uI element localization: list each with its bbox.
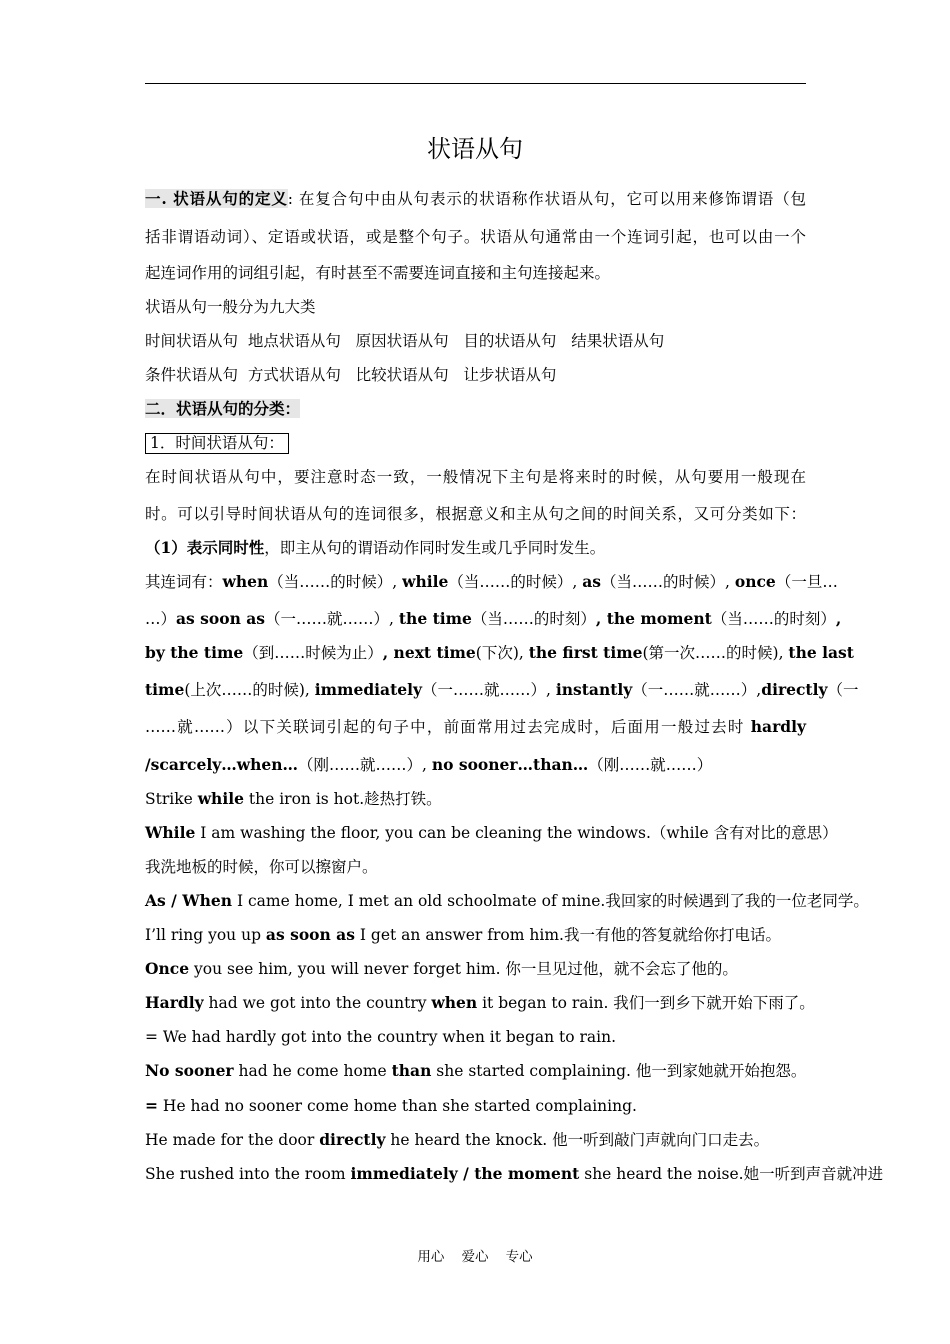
text-segment: the iron is hot.趁热打铁。 <box>243 790 442 808</box>
text-segment: ，即主从句的谓语动作同时发生或几乎同时发生。 <box>264 539 606 557</box>
bold-text: by the time <box>145 643 244 662</box>
text-line <box>145 642 854 664</box>
header-rule <box>145 83 806 84</box>
bold-text: as <box>582 572 602 591</box>
text-line <box>145 958 738 980</box>
text-line <box>145 856 378 878</box>
bold-text: Hardly <box>145 993 204 1012</box>
text-line <box>145 992 815 1014</box>
text-segment: （一……就……）, <box>422 681 556 699</box>
text-segment: ……就……）以下关联词引起的句子中，前面常用过去完成时，后面用一般过去时 <box>145 718 751 736</box>
bold-text: the last <box>788 643 854 662</box>
bold-text: , the moment <box>595 609 712 628</box>
bold-text: than <box>391 1061 432 1080</box>
bold-text: as soon as <box>265 925 355 944</box>
bold-text: directly <box>761 680 828 699</box>
bold-text: Once <box>145 959 190 978</box>
text-segment: 我洗地板的时候，你可以擦窗户。 <box>145 858 378 876</box>
text-segment: He made for the door <box>145 1131 320 1149</box>
text-segment: he heard the knock. 他一听到敲门声就向门口走去。 <box>385 1131 770 1149</box>
text-segment: （刚……就……）, <box>297 756 432 774</box>
text-segment: you see him, you will never forget him. 你一旦见过他，就不会忘了他的。 <box>189 960 738 978</box>
text-line <box>145 226 806 248</box>
text-line <box>145 754 712 776</box>
text-segment: 时。可以引导时间状语从句的连词很多，根据意义和主从句之间的时间关系，又可分类如下： <box>145 505 806 523</box>
bold-text: the first time <box>528 643 643 662</box>
text-segment: （刚……就……） <box>588 756 713 774</box>
text-segment: （当……的时候）, <box>601 573 735 591</box>
text-segment: had we got into the country <box>203 994 432 1012</box>
text-segment: 时间状语从句 地点状语从句 原因状语从句 目的状语从句 结果状语从句 <box>145 332 665 350</box>
bold-text: , <box>835 609 842 628</box>
text-segment: （一 <box>827 681 859 699</box>
bold-text: While <box>145 823 196 842</box>
text-segment: : 在复合句中由从句表示的状语称作状语从句，它可以用来修饰谓语（包 <box>287 190 806 208</box>
bold-text: 二．状语从句的分类： <box>145 399 301 418</box>
text-line <box>145 503 806 525</box>
text-segment: I’ll ring you up <box>145 926 266 944</box>
bold-text: once <box>734 572 776 591</box>
text-line <box>145 608 842 630</box>
text-line <box>145 924 781 946</box>
text-line <box>145 571 838 593</box>
text-segment: (下次), <box>475 644 529 662</box>
text-segment: …） <box>145 610 177 628</box>
text-segment: it began to rain. 我们一到乡下就开始下雨了。 <box>477 994 815 1012</box>
text-line <box>145 262 610 284</box>
bold-text: hardly <box>750 717 806 736</box>
text-segment: （一旦… <box>775 573 838 591</box>
text-line <box>145 822 838 844</box>
bold-text: , next time <box>382 643 476 662</box>
bold-text: when <box>431 993 478 1012</box>
text-line <box>145 466 806 488</box>
text-segment: I came home, I met an old schoolmate of mine.我回家的时候遇到了我的一位老同学。 <box>232 892 869 910</box>
text-line <box>145 364 556 386</box>
bold-text: immediately / the moment <box>350 1164 580 1183</box>
text-segment: she started complaining. 他一到家她就开始抱怨。 <box>431 1062 807 1080</box>
bold-text: = <box>145 1096 158 1115</box>
text-segment: （当……的时候）, <box>448 573 583 591</box>
page-title: 状语从句 <box>427 135 523 163</box>
text-line <box>145 788 442 810</box>
text-line <box>145 1129 769 1151</box>
text-line <box>145 1026 616 1048</box>
text-segment: Strike <box>145 790 198 808</box>
text-line <box>145 716 806 738</box>
text-line <box>145 679 859 701</box>
bold-text: while <box>402 572 449 591</box>
bold-text: as soon as <box>176 609 266 628</box>
text-segment: 其连词有： <box>145 573 223 591</box>
text-segment: 在时间状语从句中，要注意时态一致，一般情况下主句是将来时的时候，从句要用一般现在 <box>145 468 806 486</box>
text-segment: = We had hardly got into the country when it began to rain. <box>145 1028 617 1046</box>
bold-text: immediately <box>314 680 423 699</box>
bold-text: instantly <box>555 680 633 699</box>
text-line <box>145 1095 637 1117</box>
text-line <box>145 537 605 559</box>
text-segment: had he come home <box>233 1062 392 1080</box>
page-footer: 用心 爱心 专心 <box>417 1249 533 1265</box>
text-segment: （到……时候为止） <box>243 644 383 662</box>
text-segment: （当……的时刻） <box>711 610 836 628</box>
text-segment: 状语从句一般分为九大类 <box>145 298 316 316</box>
bold-text: /scarcely…when… <box>145 755 298 774</box>
text-segment: （当……的时候）, <box>268 573 403 591</box>
text-segment: 条件状语从句 方式状语从句 比较状语从句 让步状语从句 <box>145 366 557 384</box>
text-segment: 括非谓语动词）、定语或状语，或是整个句子。状语从句通常由一个连词引起，也可以由一个 <box>145 228 806 246</box>
bold-text: No sooner <box>145 1061 234 1080</box>
bold-text: As / When <box>145 891 233 910</box>
section-heading-box: 1．时间状语从句： <box>145 433 289 454</box>
bold-text: （1）表示同时性 <box>145 538 265 557</box>
text-line <box>145 890 869 912</box>
text-line <box>145 330 664 352</box>
text-segment: He had no sooner come home than she started complaining. <box>158 1097 637 1115</box>
text-segment: （当……的时刻） <box>471 610 596 628</box>
text-segment: She rushed into the room <box>145 1165 351 1183</box>
bold-text: while <box>197 789 244 808</box>
text-line <box>145 188 806 210</box>
bold-text: 一. 状语从句的定义 <box>145 189 288 208</box>
text-line <box>145 296 316 318</box>
bold-text: when <box>222 572 269 591</box>
text-segment: （一……就……）, <box>265 610 399 628</box>
text-segment: (第一次……的时候), <box>642 644 789 662</box>
text-line <box>145 398 300 420</box>
bold-text: no sooner…than… <box>431 755 589 774</box>
bold-text: directly <box>319 1130 386 1149</box>
text-segment: （一……就……）, <box>632 681 762 699</box>
text-segment: I get an answer from him.我一有他的答复就给你打电话。 <box>354 926 781 944</box>
text-line <box>145 1060 806 1082</box>
text-segment: 起连词作用的词组引起，有时甚至不需要连词直接和主句连接起来。 <box>145 264 611 282</box>
text-segment: I am washing the floor, you can be cleaning the windows.（while 含有对比的意思） <box>195 824 838 842</box>
text-segment: she heard the noise.她一听到声音就冲进 <box>579 1165 884 1183</box>
bold-text: the time <box>398 609 472 628</box>
text-segment: (上次……的时候), <box>184 681 315 699</box>
text-line <box>145 432 289 454</box>
text-line <box>145 1163 883 1185</box>
bold-text: time <box>145 680 185 699</box>
